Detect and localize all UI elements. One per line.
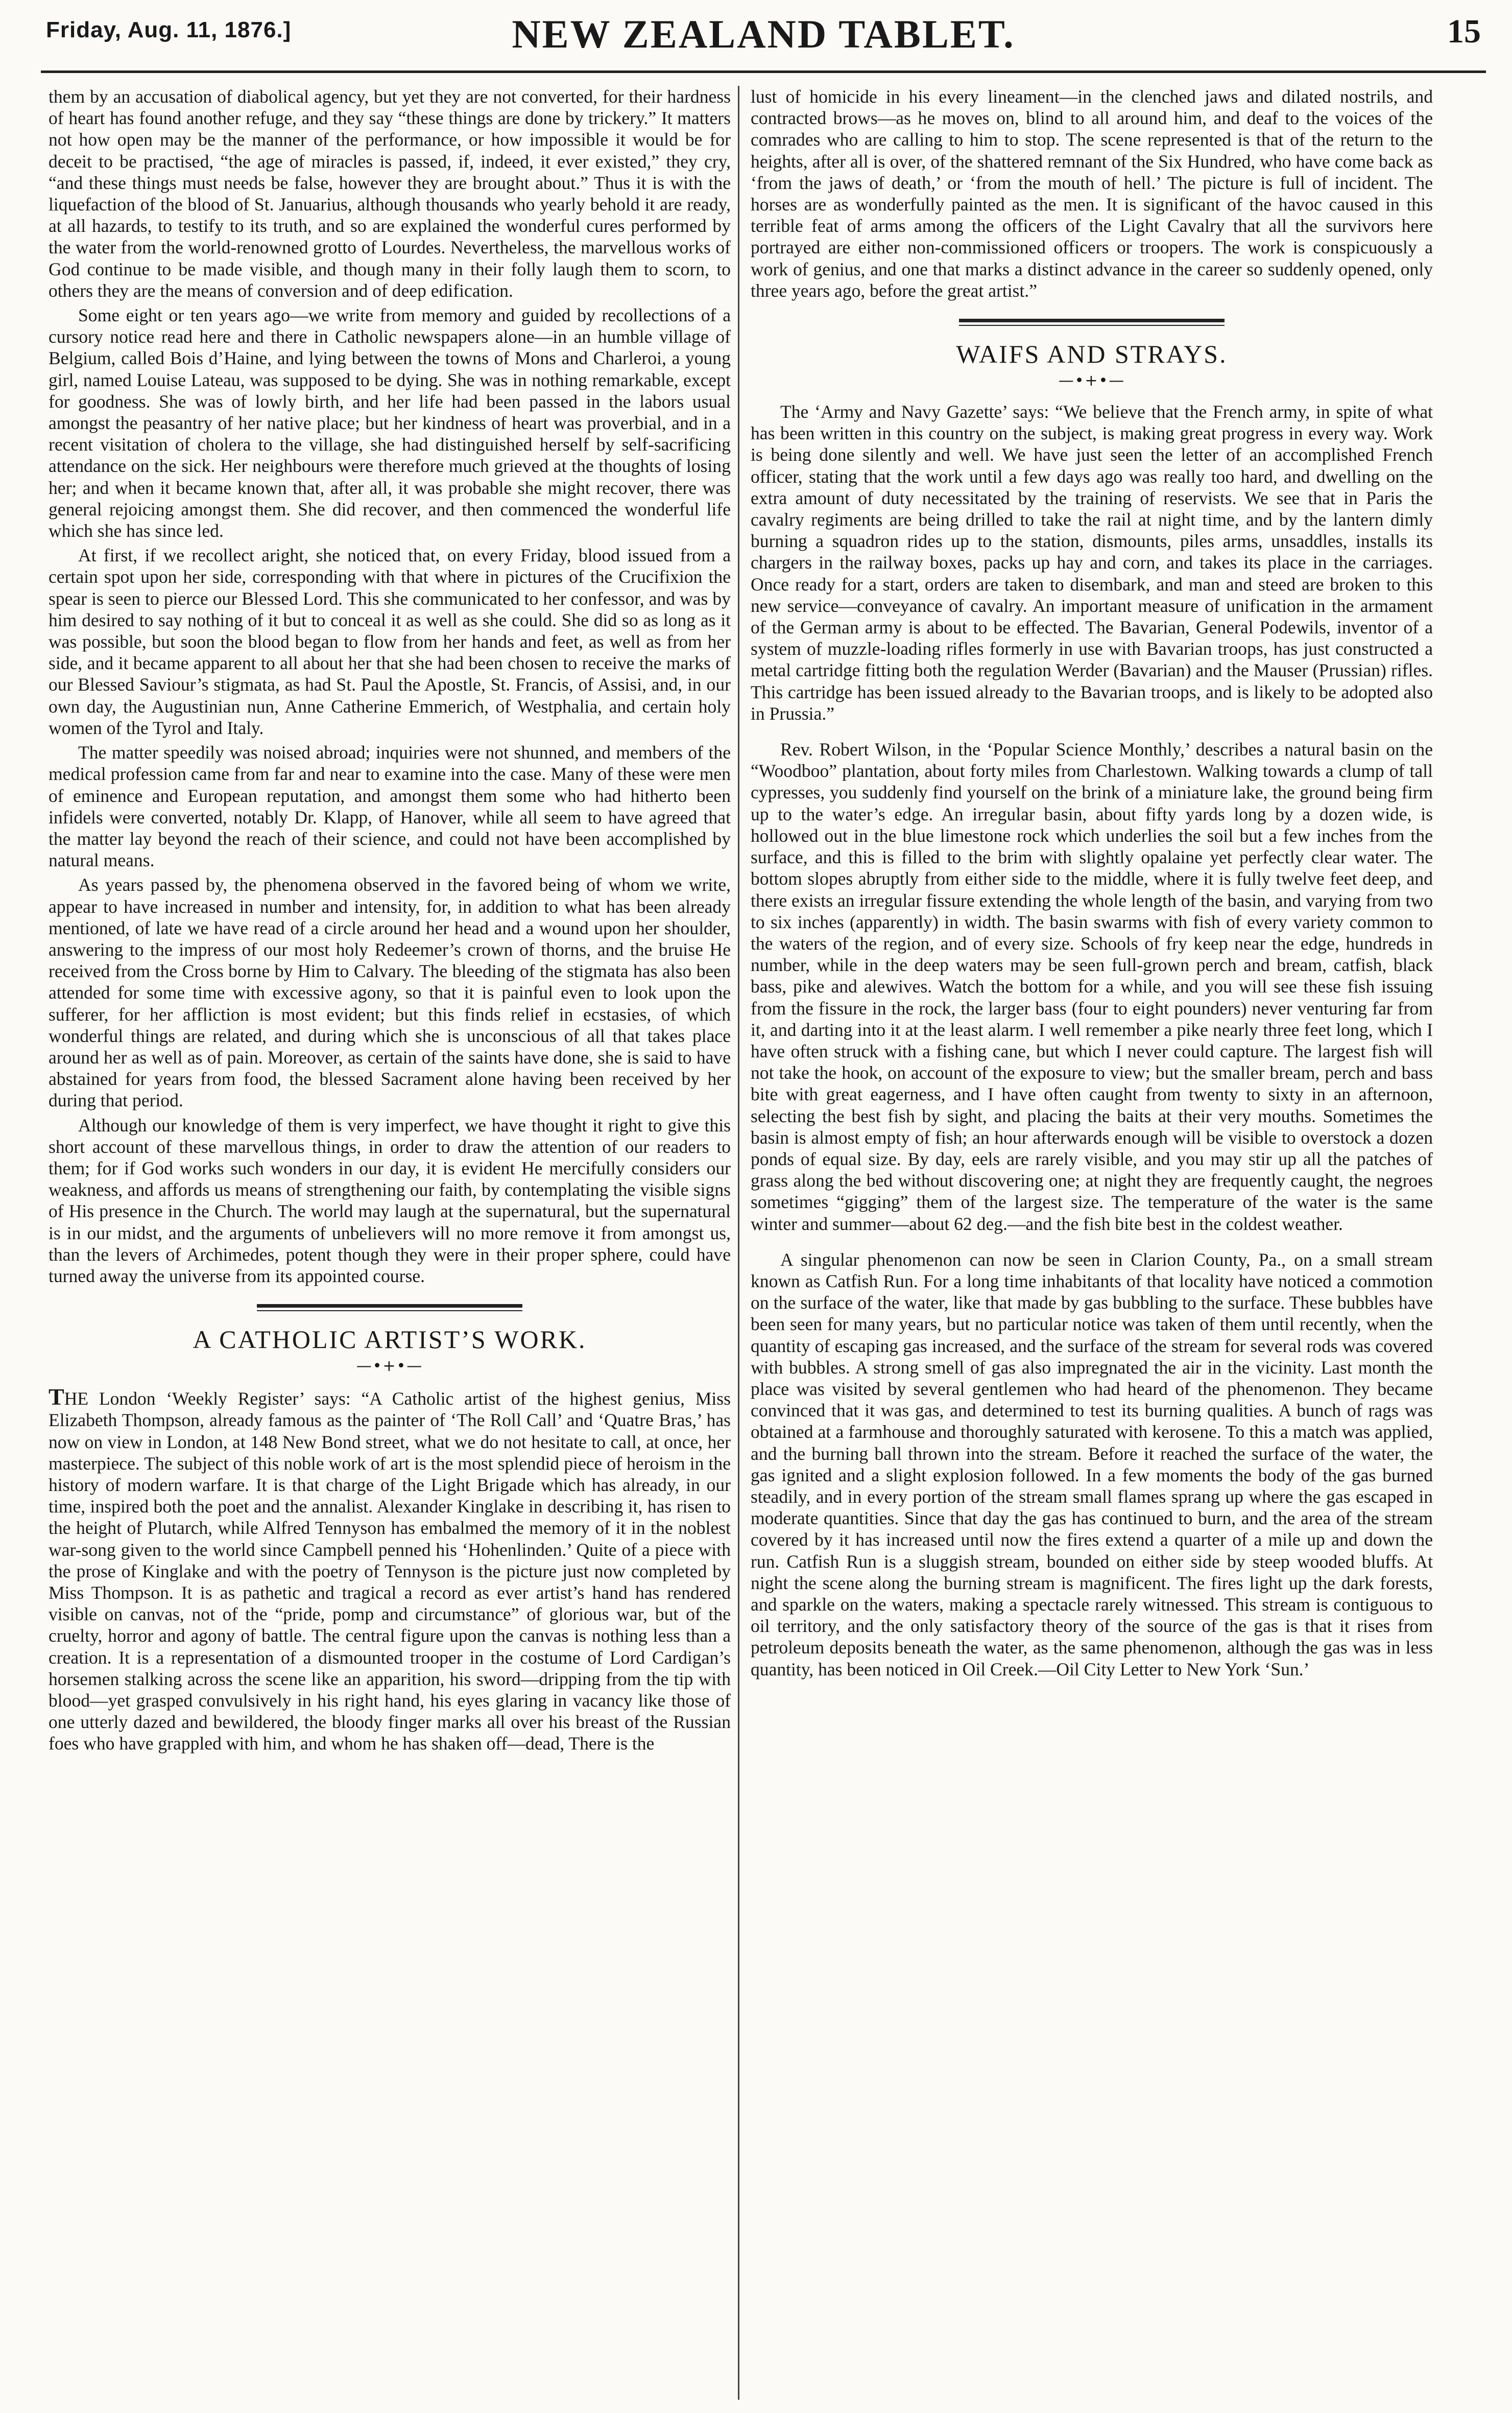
- left-column: [49, 86, 731, 2395]
- article-paragraph: Rev. Robert Wilson, in the ‘Popular Science Monthly,’ describes a natural basin on the “Woodboo” plantation, about forty miles from Charlestown. Walking towards a clump of tall cypresses, you suddenly find yourself on the brink of a miniature lake, the ground being firm up to the water’s edge. An irregular basin, about fifty yards long by a dozen wide, is hollowed out in the blue limestone rock which underlies the soil but a few inches from the surface, and this is filled to the brim with slightly opalaine yet perfectly clear water. The bottom slopes abruptly from either side to the middle, where it is fully twelve feet deep, and there exists an irregular fissure extending the whole length of the basin, and varying from two to six inches (apparently) in width. The basin swarms with fish of every variety common to the waters of the region, and of every size. Schools of fry keep near the edge, hundreds in number, while in the deep waters may be seen full-grown perch and bream, catfish, black bass, pike and alewives. Watch the bottom for a while, and you will see these fish issuing from the fissure in the rock, the larger bass (four to eight pounders) never venturing far from it, and darting into it at the least alarm. I well remember a pike nearly three feet long, which I have often struck with a fishing cane, but which I never could capture. The largest fish will not take the hook, on account of the exposure to view; but the smaller bream, perch and bass bite with great eagerness, and I have often caught from twenty to sixty in an afternoon, selecting the best fish by sight, and placing the baits at their very mouths. Sometimes the basin is almost empty of fish; an hour afterwards enough will be visible to overstock a dozen ponds of equal size. By day, eels are rarely visible, and you may stir up all the patches of grass along the bed without discovering one; at night they are frequently caught, the negroes sometimes “gigging” them of the largest size. The temperature of the water is the same winter and summer—about 62 deg.—and the fish bite best in the coldest weather.: [751, 739, 1433, 1234]
- ornament-divider: —•+•—: [356, 1357, 423, 1376]
- ornament-divider: —•+•—: [1058, 372, 1125, 390]
- article-paragraph: lust of homicide in his every lineament—in the clenched jaws and dilated nostrils, and contracted brows—as he moves on, blind to all around him, and deaf to the voices of the comrades who are calling to him to stop. The scene represented is that of the return to the heights, after all is over, of the shattered remnant of the Six Hundred, who have come back as ‘from the jaws of death,’ or ‘from the mouth of hell.’ The picture is full of incident. The horses are as wonderfully painted as the men. It is significant of the havoc caused in this terrible feat of arms among the officers of the Light Cavalry that all the survivors here portrayed are either non-commissioned officers or troopers. The work is conspicuously a work of genius, and one that marks a distinct advance in the career so suddenly opened, only three years ago, before the great artist.”: [751, 86, 1433, 301]
- article-paragraph: The ‘Army and Navy Gazette’ says: “We believe that the French army, in spite of what has been written in this country on the subject, is making great progress in every way. Work is being done silently and well. We have just seen the letter of an accomplished French officer, stating that the work until a few days ago was really too hard, and dwelling on the extra amount of duty necessitated by the training of reservists. We see that in Paris the cavalry regiments are being drilled to take the rail at night time, and by the lantern dimly burning a squadron rides up to the station, dismounts, piles arms, unsaddles, installs its chargers in the railway boxes, packs up hay and corn, and takes its place in the carriages. Once ready for a start, orders are taken to disembark, and man and steed are broken to this new service—conveyance of cavalry. An important measure of unification in the armament of the German army is about to be effected. The Bavarian, General Podewils, inventor of a system of muzzle-loading rifles formerly in use with Bavarian troops, has just constructed a metal cartridge fitting both the regulation Werder (Bavarian) and the Mauser (Prussian) rifles. This cartridge has been issued already to the Bavarian troops, and is likely to be adopted also in Prussia.”: [751, 401, 1433, 724]
- right-column: [751, 86, 1433, 2395]
- article-paragraph: Although our knowledge of them is very imperfect, we have thought it right to give this short account of these marvellous things, in order to draw the attention of our readers to them; for if God works such wonders in our day, it is evident He mercifully considers our weakness, and affords us means of strengthening our faith, by contemplating the visible signs of His presence in the Church. The world may laugh at the supernatural, but the supernatural is in our midst, and the arguments of unbelievers will no more remove it from amongst us, than the levers of Archimedes, potent though they were in their proper sphere, could have turned away the universe from its appointed course.: [49, 1115, 731, 1286]
- article-paragraph: THE London ‘Weekly Register’ says: “A Catholic artist of the highest genius, Miss Elizabeth Thompson, already famous as the painter of ‘The Roll Call’ and ‘Quatre Bras,’ has now on view in London, at 148 New Bond street, what we do not hesitate to call, at once, her masterpiece. The subject of this noble work of art is the most splendid piece of heroism in the history of modern warfare. It is that charge of the Light Brigade which has already, in our time, inspired both the poet and the annalist. Alexander Kinglake in describing it, has risen to the height of Plutarch, while Alfred Tennyson has embalmed the memory of it in the noblest war-song given to the world since Campbell penned his ‘Hohenlinden.’ Quite of a piece with the prose of Kinglake and with the poetry of Tennyson is the picture just now completed by Miss Thompson. It is as pathetic and tragical a record as ever artist’s hand has rendered visible on canvas, not of the “pride, pomp and circumstance” of glorious war, but of the cruelty, horror and agony of battle. The central figure upon the canvas is nothing less than a creation. It is a representation of a dismounted trooper in the costume of Lord Cardigan’s horsemen stalking across the scene like an apparition, his sword—dripping from the tip with blood—yet grasped convulsively in his right hand, his eyes glaring in vacancy like those of one utterly dazed and bewildered, the bloody finger marks all over his breast of the Russian foes who have grappled with him, and whom he has shaken off—dead, There is the: [49, 1384, 731, 1754]
- section-separator: [257, 1304, 522, 1311]
- article-paragraph: them by an accusation of diabolical agency, but yet they are not converted, for their hardness of heart has found another refuge, and they say “these things are done by trickery.” It matters not how open may be the manner of the performance, or how impossible it would be for deceit to be practised, “the age of miracles is passed, if, indeed, it ever existed,” they cry, “and these things must needs be false, however they are brought about.” Thus it is with the liquefaction of the blood of St. Januarius, although thousands who yearly behold it are ready, at all hazards, to testify to its truth, and so are explained the wonderful cures performed by the water from the world-renowned grotto of Lourdes. Nevertheless, the marvellous works of God continue to be made visible, and though many in their folly laugh them to scorn, to others they are the means of conversion and of deep edification.: [49, 86, 731, 301]
- article-paragraph: At first, if we recollect aright, she noticed that, on every Friday, blood issued from a certain spot upon her side, corresponding with that where in pictures of the Crucifixion the spear is seen to pierce our Blessed Lord. This she communicated to her confessor, and was by him desired to say nothing of it but to conceal it as well as she could. She did so as long as it was possible, but soon the blood began to flow from her hands and feet, as well as from her side, and it became apparent to all about her that she had been chosen to receive the marks of our Blessed Saviour’s stigmata, as had St. Paul the Apostle, St. Francis, of Assisi, and, in our own day, the Augustinian nun, Anne Catherine Emmerich, of Westphalia, and certain holy women of the Tyrol and Italy.: [49, 545, 731, 738]
- article-paragraph: The matter speedily was noised abroad; inquiries were not shunned, and members of the medical profession came from far and near to examine into the case. Many of these were men of eminence and European reputation, and amongst them some who had hitherto been infidels were converted, notably Dr. Klapp, of Hanover, while all seem to have agreed that the matter lay beyond the reach of their science, and could not have been accomplished by natural means.: [49, 742, 731, 871]
- article-paragraph: Some eight or ten years ago—we write from memory and guided by recollections of a cursory notice read here and there in Catholic newspapers alone—in an humble village of Belgium, called Bois d’Haine, and lying between the towns of Mons and Charleroi, a young girl, named Louise Lateau, was supposed to be dying. She was in nothing remarkable, except for goodness. She was of lowly birth, and her life had been passed in the labors usual amongst the peasantry of her native place; but her kindness of heart was proverbial, and in a recent visitation of cholera to the village, she had distinguished herself by self-sacrificing attendance on the sick. Her neighbours were therefore much grieved at the thoughts of losing her; and when it became known that, after all, it was probable she might recover, there was general rejoicing amongst them. She did recover, and then commenced the wonderful life which she has since led.: [49, 305, 731, 541]
- page-number: 15: [1447, 13, 1481, 50]
- section-title-artist: A CATHOLIC ARTIST’S WORK.: [193, 1325, 587, 1354]
- article-paragraph: A singular phenomenon can now be seen in Clarion County, Pa., on a small stream known as Catfish Run. For a long time inhabitants of that locality have noticed a commotion on the surface of the water, like that made by gas bubbling to the surface. These bubbles have been seen for many years, but no particular notice was taken of them until recently, when the quantity of escaping gas increased, and the surface of the stream for several rods was covered with bubbles. A strong smell of gas also impregnated the air in the vicinity. Last month the place was visited by several gentlemen who had heard of the phenomenon. They became convinced that it was gas, and determined to test its burning qualities. A bunch of rags was obtained at a farmhouse and thoroughly saturated with kerosene. To this a match was applied, and the burning ball thrown into the stream. Before it reached the surface of the water, the gas ignited and a slight explosion followed. In a few moments the body of the gas burned steadily, and in every portion of the stream small flames sprang up where the gas escaped in moderate quantities. Since that day the gas has continued to burn, and the area of the stream covered by it has increased until now the fires extend a quarter of a mile up and down the run. Catfish Run is a sluggish stream, bounded on either side by steep wooded bluffs. At night the scene along the burning stream is magnificent. The fires light up the dark forests, and sparkle on the waters, making a spectacle rarely witnessed. This stream is contiguous to oil territory, and the only satisfactory theory of the source of the gas is that it rises from petroleum deposits beneath the water, as the same phenomenon, although the gas was in less quantity, has been noticed in Oil Creek.—Oil City Letter to New York ‘Sun.’: [751, 1249, 1433, 1679]
- column-divider: [738, 86, 739, 2400]
- section-separator: [959, 319, 1225, 326]
- issue-date: Friday, Aug. 11, 1876.]: [46, 17, 292, 42]
- header-rule: [41, 70, 1486, 73]
- drop-cap: T: [49, 1384, 64, 1410]
- masthead-title: NEW ZEALAND TABLET.: [512, 12, 1015, 56]
- section-title-waifs: WAIFS AND STRAYS.: [956, 340, 1228, 369]
- article-paragraph: As years passed by, the phenomena observed in the favored being of whom we write, appear to have increased in number and intensity, for, in addition to what has been already mentioned, of late we have read of a circle around her head and a wound upon her shoulder, answering to the impress of our most holy Redeemer’s crown of thorns, and the bruise He received from the Cross borne by Him to Calvary. The bleeding of the stigmata has also been attended for some time with excessive agony, so that it is painful even to look upon the sufferer, for her affliction is most evident; but this finds relief in ecstasies, of which wonderful things are related, and during which she is unconscious of all that takes place around her as well as of pain. Moreover, as certain of the saints have done, she is said to have abstained for years from food, the blessed Sacrament alone having been received by her during that period.: [49, 874, 731, 1111]
- page-header: [46, 11, 1481, 62]
